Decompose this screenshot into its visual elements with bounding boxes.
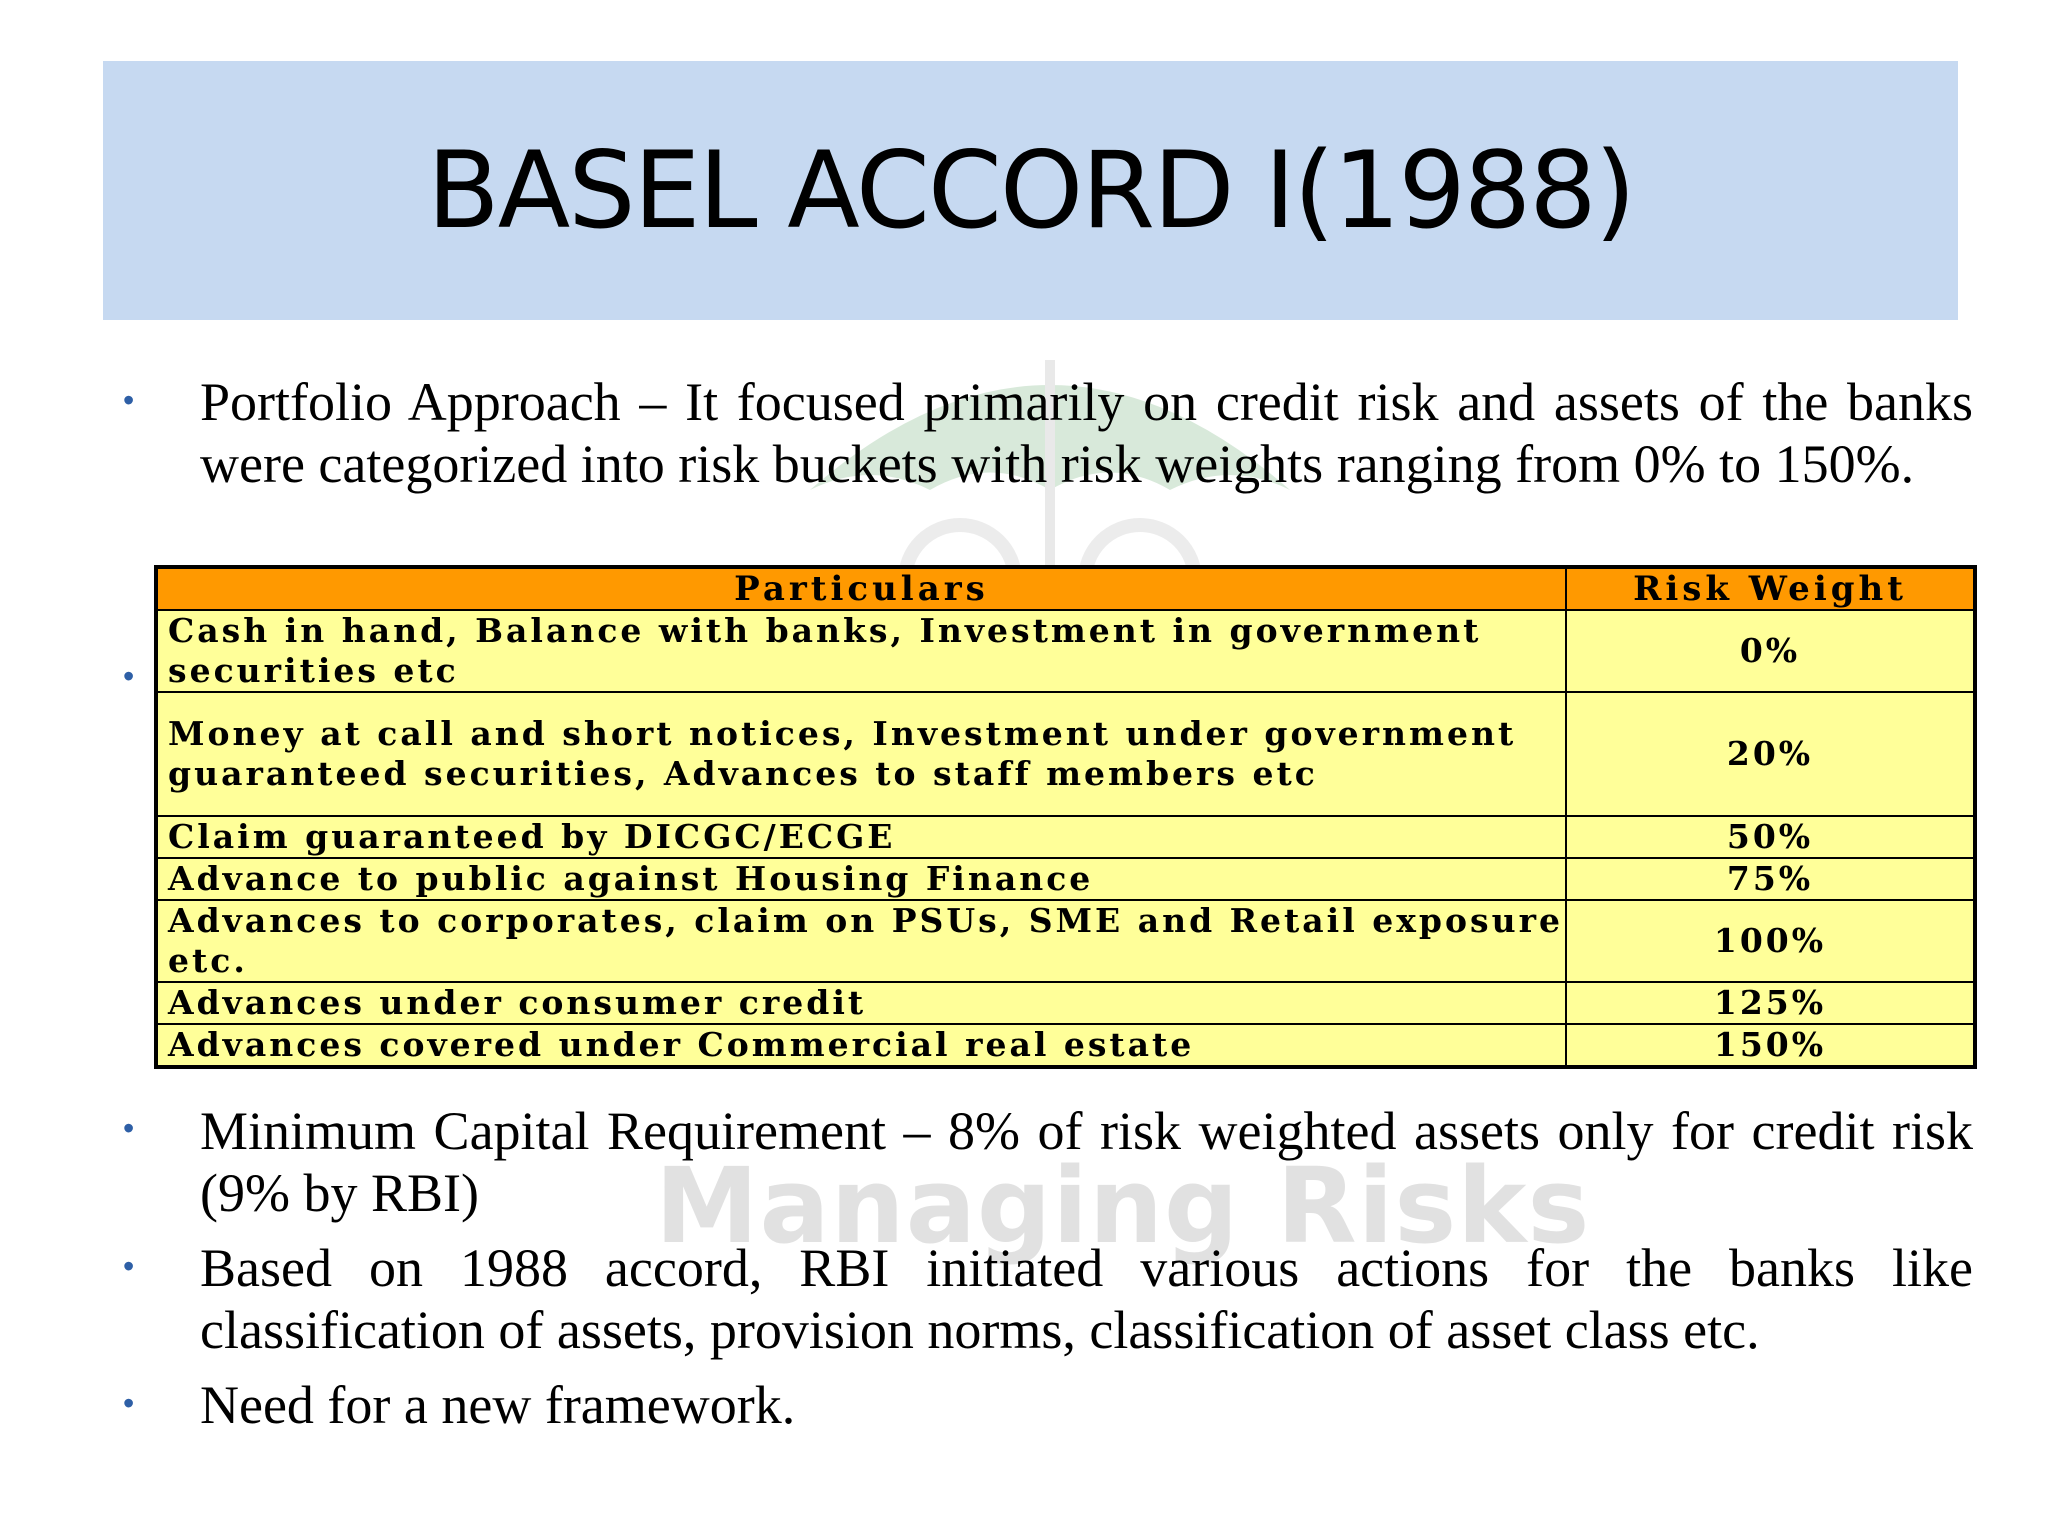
cell-particulars: Advance to public against Housing Finance xyxy=(156,858,1566,900)
watermark-text: Managing Risks xyxy=(655,1145,1591,1267)
table-row xyxy=(156,858,1975,900)
cell-risk-weight: 75% xyxy=(1566,858,1975,900)
cell-particulars: Advances covered under Commercial real estate xyxy=(156,1024,1566,1067)
risk-weight-table xyxy=(154,565,1977,1069)
table-row xyxy=(156,692,1975,816)
bullet-text-portfolio: Portfolio Approach – It focused primarily on credit risk and assets of the banks were categorized into risk buckets with risk weights ranging from 0% to 150%. xyxy=(200,372,1973,494)
table-row xyxy=(156,816,1975,858)
table-row xyxy=(156,982,1975,1024)
table-row xyxy=(156,610,1975,692)
table-row xyxy=(156,1024,1975,1067)
cell-particulars: Cash in hand, Balance with banks, Investment in government securities etc xyxy=(156,610,1566,692)
bullet-icon: • xyxy=(123,382,135,418)
bullet-icon: • xyxy=(123,1248,135,1284)
bullet-icon: • xyxy=(123,658,135,694)
bullet-text-rbi-actions: Based on 1988 accord, RBI initiated various actions for the banks like classification of assets, provision norms, classification of asset class etc. xyxy=(200,1238,1973,1360)
table-header-row xyxy=(156,567,1975,610)
cell-risk-weight: 150% xyxy=(1566,1024,1975,1067)
title-band xyxy=(103,61,1958,320)
bullet-text-min-capital: Minimum Capital Requirement – 8% of risk weighted assets only for credit risk (9% by RBI) xyxy=(200,1101,1973,1223)
cell-risk-weight: 0% xyxy=(1566,610,1975,692)
cell-risk-weight: 50% xyxy=(1566,816,1975,858)
cell-particulars: Advances to corporates, claim on PSUs, SME and Retail exposure etc. xyxy=(156,900,1566,982)
cell-particulars: Advances under consumer credit xyxy=(156,982,1566,1024)
header-particulars: Particulars xyxy=(156,567,1566,610)
cell-risk-weight: 125% xyxy=(1566,982,1975,1024)
cell-particulars: Claim guaranteed by DICGC/ECGE xyxy=(156,816,1566,858)
bullet-text-new-framework: Need for a new framework. xyxy=(200,1375,796,1435)
slide-title: BASEL ACCORD I(1988) xyxy=(426,129,1635,252)
cell-risk-weight: 100% xyxy=(1566,900,1975,982)
table-row xyxy=(156,900,1975,982)
bullet-icon: • xyxy=(123,1385,135,1421)
header-risk-weight: Risk Weight xyxy=(1566,567,1975,610)
bullet-icon: • xyxy=(123,1110,135,1146)
cell-risk-weight: 20% xyxy=(1566,692,1975,816)
cell-particulars: Money at call and short notices, Investment under government guaranteed securities, Advances to staff members etc xyxy=(156,692,1566,816)
